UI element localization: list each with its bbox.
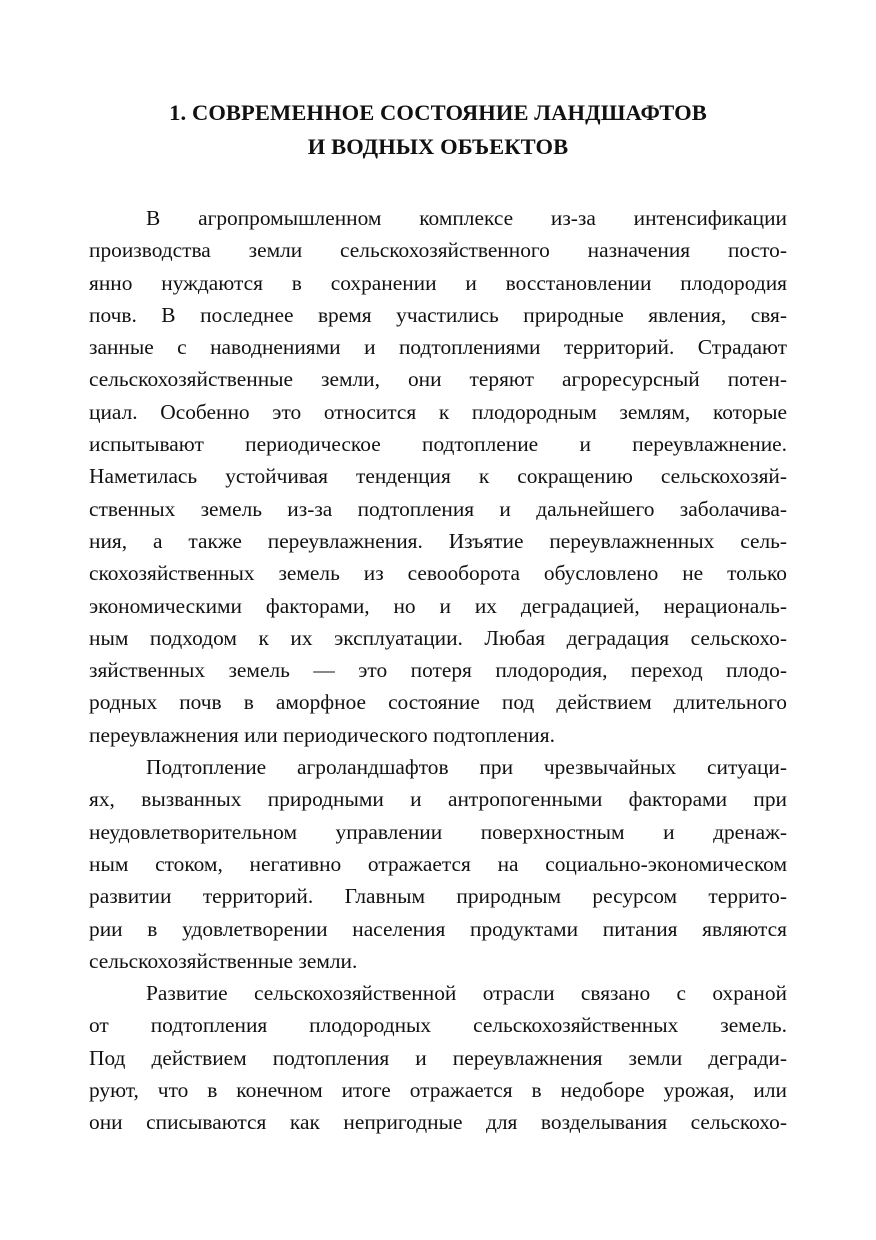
- text-line: почв. В последнее время участились природные явления, свя-: [89, 302, 787, 327]
- text-line: производства земли сельскохозяйственного назначения посто-: [89, 238, 787, 263]
- text-line: они списываются как непригодные для возделывания сельскохо-: [89, 1110, 787, 1135]
- text-line: зяйственных земель — это потеря плодородия, переход плодо-: [89, 658, 787, 683]
- text-line: испытывают периодическое подтопление и переувлажнение.: [89, 432, 787, 457]
- text-line: экономическими факторами, но и их деградацией, нерациональ-: [89, 593, 787, 618]
- text-line: неудовлетворительном управлении поверхностным и дренаж-: [89, 819, 787, 844]
- text-line: от подтопления плодородных сельскохозяйственных земель.: [89, 1013, 787, 1038]
- paragraph-3: [89, 977, 787, 1138]
- document-page: [89, 96, 787, 1139]
- text-line: скохозяйственных земель из севооборота обусловлено не только: [89, 561, 787, 586]
- text-line: руют, что в конечном итоге отражается в недоборе урожая, или: [89, 1078, 787, 1103]
- paragraph-1: [89, 202, 787, 751]
- text-line: В агропромышленном комплексе из-за интенсификации: [146, 206, 787, 230]
- text-line: циал. Особенно это относится к плодородным землям, которые: [89, 399, 787, 424]
- text-line: янно нуждаются в сохранении и восстановлении плодородия: [89, 270, 787, 295]
- paragraph-2: [89, 751, 787, 977]
- text-line: ях, вызванных природными и антропогенными факторами при: [89, 787, 787, 812]
- text-line: развитии территорий. Главным природным ресурсом террито-: [89, 884, 787, 909]
- text-line: сельскохозяйственные земли, они теряют агроресурсный потен-: [89, 367, 787, 392]
- text-line: рии в удовлетворении населения продуктами питания являются: [89, 916, 787, 941]
- text-line: ственных земель из-за подтопления и дальнейшего заболачива-: [89, 496, 787, 521]
- text-line: Наметилась устойчивая тенденция к сокращению сельскохозяй-: [89, 464, 787, 489]
- chapter-heading-line-1: 1. СОВРЕМЕННОЕ СОСТОЯНИЕ ЛАНДШАФТОВ: [169, 100, 707, 125]
- text-line: родных почв в аморфное состояние под действием длительного: [89, 690, 787, 715]
- text-line: Развитие сельскохозяйственной отрасли связано с охраной: [146, 981, 787, 1006]
- text-line: сельскохозяйственные земли.: [89, 948, 358, 973]
- text-line: переувлажнения или периодического подтопления.: [89, 722, 555, 747]
- text-line: Подтопление агроландшафтов при чрезвычайных ситуаци-: [146, 755, 787, 780]
- chapter-heading-line-2: И ВОДНЫХ ОБЪЕКТОВ: [307, 134, 569, 159]
- text-line: ния, а также переувлажнения. Изъятие переувлажненных сель-: [89, 528, 787, 553]
- text-line: ным стоком, негативно отражается на социально-экономическом: [89, 851, 787, 876]
- text-line: Под действием подтопления и переувлажнения земли дегради-: [89, 1045, 787, 1070]
- text-line: занные с наводнениями и подтоплениями территорий. Страдают: [89, 335, 787, 360]
- text-line: ным подходом к их эксплуатации. Любая деградация сельскохо-: [89, 625, 787, 650]
- chapter-heading: [89, 96, 787, 164]
